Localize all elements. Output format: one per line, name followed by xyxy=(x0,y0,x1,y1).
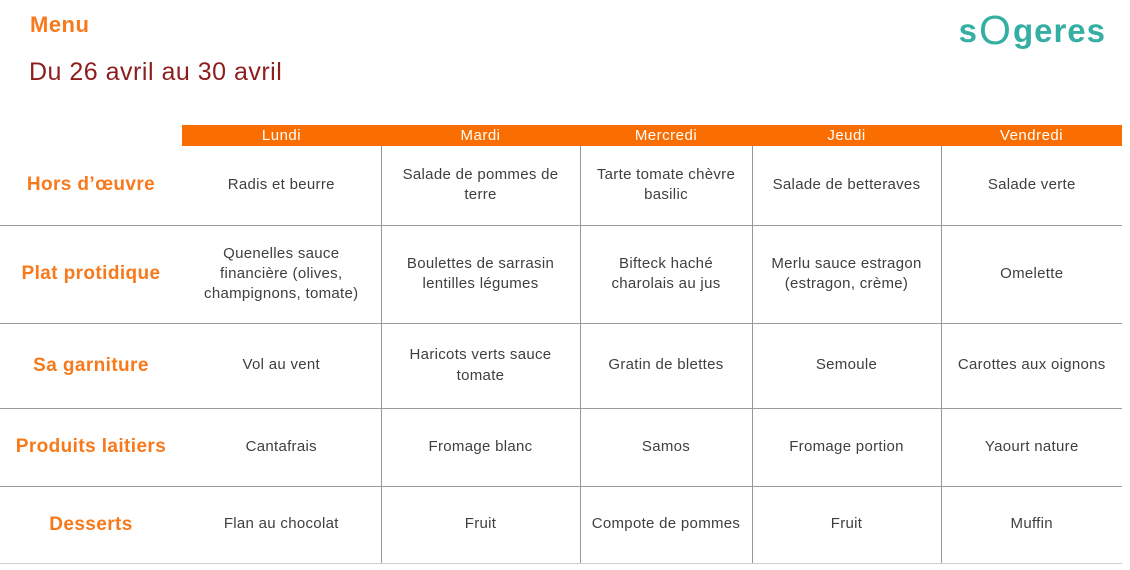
day-header-mercredi: Mercredi xyxy=(580,125,752,146)
menu-cell: Semoule xyxy=(752,323,941,408)
menu-cell: Radis et beurre xyxy=(227,176,335,194)
table-row-hors-doeuvre xyxy=(0,146,1122,225)
menu-cell: Yaourt nature xyxy=(941,408,1122,486)
header-corner-cell xyxy=(0,125,182,146)
menu-cell: Compote de pommes xyxy=(580,486,752,563)
row-label: Produits laitiers xyxy=(0,408,182,486)
menu-cell: Fromage portion xyxy=(752,408,941,486)
table-row-produits-laitiers xyxy=(0,408,1122,486)
menu-cell: Fruit xyxy=(752,486,941,563)
row-label: Plat protidique xyxy=(0,225,182,323)
menu-cell: Flan au chocolat xyxy=(182,486,381,563)
logo-text-start: s xyxy=(958,11,979,49)
menu-cell: Samos xyxy=(580,408,752,486)
menu-cell: Salade de pommes de terre xyxy=(381,146,580,225)
page-title: Menu xyxy=(30,12,90,37)
row-label: Sa garniture xyxy=(0,323,182,408)
day-header-row xyxy=(0,125,1122,146)
menu-cell: Gratin de blettes xyxy=(580,323,752,408)
day-header-vendredi: Vendredi xyxy=(941,125,1122,146)
menu-cell: Muffin xyxy=(941,486,1122,563)
logo-ring-o: O xyxy=(979,7,1012,53)
menu-cell: Merlu sauce estragon (estragon, crème) xyxy=(752,225,941,323)
menu-cell: Vol au vent xyxy=(182,323,381,408)
day-header-mardi: Mardi xyxy=(381,125,580,146)
date-range-subtitle: Du 26 avril au 30 avril xyxy=(29,58,283,86)
menu-cell: Omelette xyxy=(941,225,1122,323)
weekly-menu-table xyxy=(0,125,1122,564)
menu-cell: Haricots verts sauce tomate xyxy=(381,323,580,408)
menu-cell: Salade verte xyxy=(941,146,1122,225)
menu-cell: Fruit xyxy=(381,486,580,563)
menu-cell: Salade de betteraves xyxy=(752,146,941,225)
table-row-desserts xyxy=(0,486,1122,563)
day-header-jeudi: Jeudi xyxy=(752,125,941,146)
menu-cell: Boulettes de sarrasin lentilles légumes xyxy=(381,225,580,323)
table-row-plat-protidique xyxy=(0,225,1122,323)
menu-cell: Carottes aux oignons xyxy=(941,323,1122,408)
menu-cell: Bifteck haché charolais au jus xyxy=(580,225,752,323)
logo-text-end: geres xyxy=(1012,11,1106,49)
day-header-lundi: Lundi xyxy=(182,125,381,146)
menu-cell: Quenelles sauce financière (olives, champignons, tomate) xyxy=(182,225,381,323)
table-row-sa-garniture xyxy=(0,323,1122,408)
menu-cell: Fromage blanc xyxy=(381,408,580,486)
row-label: Hors d’œuvre xyxy=(26,174,156,196)
menu-cell: Cantafrais xyxy=(182,408,381,486)
menu-cell: Tarte tomate chèvre basilic xyxy=(580,146,752,225)
row-label: Desserts xyxy=(0,486,182,563)
sogeres-logo xyxy=(958,7,1106,53)
